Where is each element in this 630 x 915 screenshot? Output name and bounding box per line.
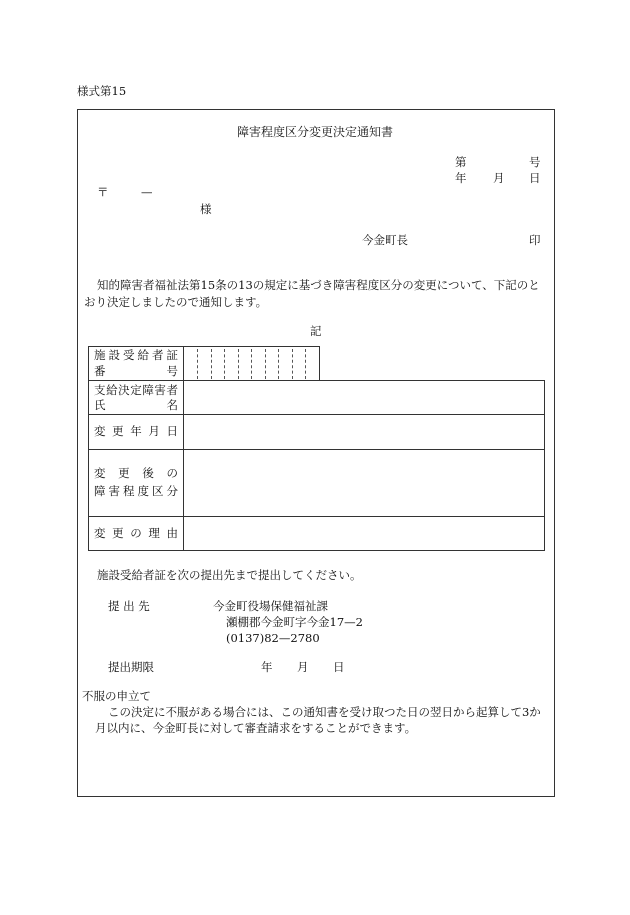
issuer-name: 今金町長 <box>362 233 408 247</box>
cert-number-divider <box>183 346 184 381</box>
document-title: 障害程度区分変更決定通知書 <box>236 125 393 139</box>
addressee-suffix: 様 <box>200 202 212 216</box>
digit-divider <box>292 349 293 379</box>
digit-divider <box>265 349 266 379</box>
deadline-month: 月 <box>297 660 309 674</box>
submit-instruction: 施設受給者証を次の提出先まで提出してください。 <box>97 568 362 582</box>
office-address: 瀬棚郡今金町字今金17—2 <box>226 615 363 629</box>
change-date-label: 変 更 年 月 日 <box>94 424 178 438</box>
postal-dash: — <box>141 185 153 199</box>
digit-divider <box>197 349 198 379</box>
submit-to-label: 提 出 先 <box>108 599 150 613</box>
cert-number-label-1: 施 設 受 給 者 証 <box>94 348 178 362</box>
recipient-label-2: 氏 名 <box>94 398 178 412</box>
office-phone: (0137)82—2780 <box>226 631 320 645</box>
ki-heading: 記 <box>310 324 322 338</box>
digit-divider <box>305 349 306 379</box>
recipient-label-1: 支 給 決 定 障 害 者 <box>94 383 178 397</box>
row-divider <box>88 516 545 517</box>
digit-divider <box>211 349 212 379</box>
reason-label: 変 更 の 理 由 <box>94 526 178 540</box>
office-name: 今金町役場保健福祉課 <box>213 599 328 613</box>
digit-divider <box>224 349 225 379</box>
appeal-line-2: 月以内に、今金町長に対して審査請求をすることができます。 <box>95 721 417 735</box>
doc-no-prefix: 第 <box>455 155 467 169</box>
doc-no-suffix: 号 <box>529 155 541 169</box>
seal-mark: 印 <box>529 233 541 247</box>
row-divider <box>88 414 545 415</box>
row-divider <box>88 449 545 450</box>
body-line-1: 知的障害者福祉法第15条の13の規定に基づき障害程度区分の変更について、下記のと <box>97 278 540 292</box>
date-day: 日 <box>529 171 541 185</box>
deadline-year: 年 <box>261 660 273 674</box>
body-line-2: おり決定しましたので通知します。 <box>84 295 268 309</box>
digit-divider <box>278 349 279 379</box>
appeal-line-1: この決定に不服がある場合には、この通知書を受け取つた日の翌日から起算して3か <box>108 705 541 719</box>
postal-mark: 〒 <box>97 185 109 199</box>
details-table-divider <box>183 380 184 551</box>
form-number: 様式第15 <box>77 84 127 98</box>
cert-number-label-2: 番 号 <box>94 364 178 378</box>
new-class-label-2: 障 害 程 度 区 分 <box>94 484 178 498</box>
deadline-day: 日 <box>333 660 345 674</box>
digit-divider <box>238 349 239 379</box>
date-month: 月 <box>493 171 505 185</box>
date-year: 年 <box>455 171 467 185</box>
appeal-heading: 不服の申立て <box>82 689 151 703</box>
new-class-label-1: 変 更 後 の <box>94 466 178 480</box>
deadline-label: 提出期限 <box>108 660 154 674</box>
digit-divider <box>251 349 252 379</box>
